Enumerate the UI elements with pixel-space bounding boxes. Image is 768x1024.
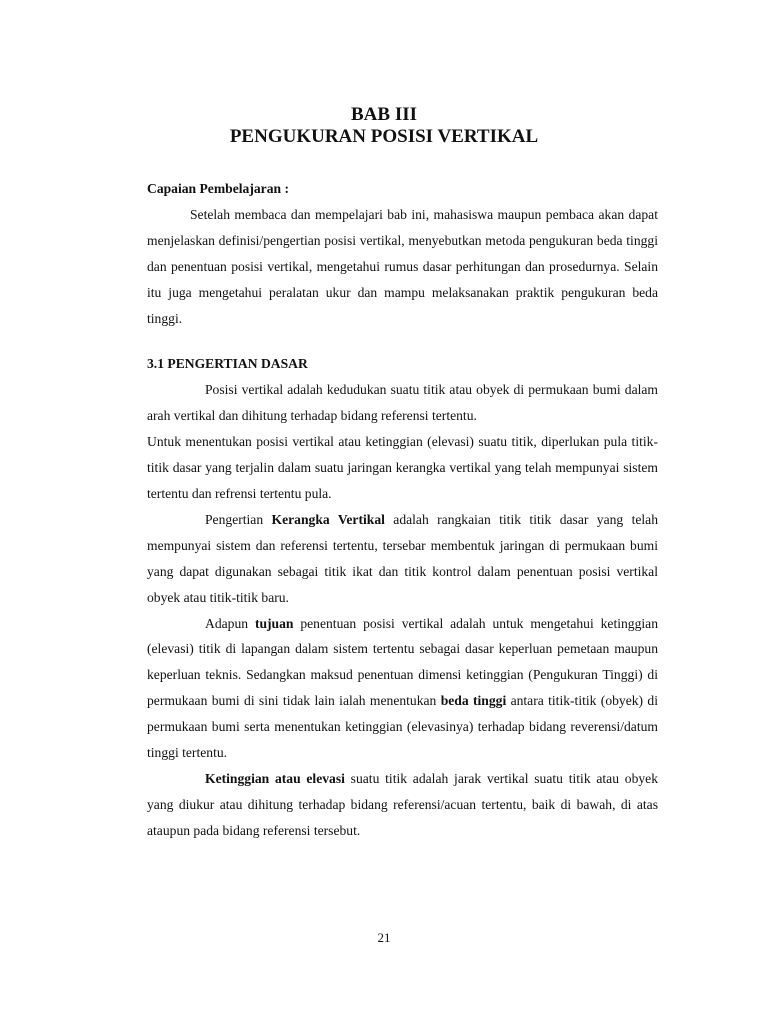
term-kerangka-vertikal: Kerangka Vertikal [271, 511, 385, 527]
paragraph-4-middle: penentuan posisi vertikal adalah untuk mengetahui ketinggian (elevasi) titik di lapangan dalam sistem tertentu sebagai dasar keperluan pemetaan maupun keperluan teknis. Sedangkan maksud penentuan dimensi ketinggian (Pengukuran Tinggi) di permukaan bumi di sini tidak lain ialah menentukan [147, 615, 659, 709]
paragraph-3 [147, 507, 658, 611]
paragraph-5-rest: suatu titik adalah jarak vertikal suatu titik atau obyek yang diukur atau dihitung terhadap bidang referensi/acuan tertentu, baik di bawah, di atas ataupun pada bidang referensi tersebut. [147, 770, 658, 838]
term-beda-tinggi: beda tinggi [440, 693, 507, 709]
paragraph-2: Untuk menentukan posisi vertikal atau ketinggian (elevasi) suatu titik, diperlukan pula titik-titik dasar yang terjalin dalam suatu jaringan kerangka vertikal yang telah mempunyai sistem tertentu dan refrensi tertentu pula. [147, 434, 658, 501]
page-body [147, 176, 658, 844]
paragraph-4-rest: antara titik-titik (obyek) di permukaan bumi serta menentukan ketinggian (elevasinya) terhadap bidang reverensi/datum tinggi tertentu. [147, 693, 658, 761]
paragraph-3-lead: Pengertian [205, 511, 272, 527]
spacer [147, 331, 658, 351]
section-heading: 3.1 PENGERTIAN DASAR [147, 356, 308, 372]
paragraph-3-rest: adalah rangkaian titik titik dasar yang telah mempunyai sistem dan referensi tertentu, tersebar membentuk jaringan di permukaan bumi yang dapat digunakan sebagai titik ikat dan titik kontrol dalam penentuan posisi vertikal obyek atau titik-titik baru. [147, 511, 659, 605]
paragraph-5 [147, 766, 658, 844]
term-ketinggian-elevasi: Ketinggian atau elevasi [205, 770, 345, 786]
paragraph-4 [147, 611, 658, 766]
page-number: 21 [377, 930, 391, 945]
learning-outcome-heading: Capaian Pembelajaran : [147, 181, 289, 196]
chapter-number: BAB III [351, 104, 417, 125]
learning-outcome-text: Setelah membaca dan mempelajari bab ini, mahasiswa maupun pembaca akan dapat menjelaskan definisi/pengertian posisi vertikal, menyebutkan metoda pengukuran beda tinggi dan penentuan posisi vertikal, mengetahui rumus dasar perhitungan dan prosedurnya. Selain itu juga mengetahui peralatan ukur dan mampu melaksanakan praktik pengukuran beda tinggi. [147, 206, 658, 326]
paragraph-4-lead: Adapun [205, 615, 255, 631]
paragraph-1: Posisi vertikal adalah kedudukan suatu titik atau obyek di permukaan bumi dalam arah vertikal dan dihitung terhadap bidang referensi tertentu. [147, 382, 658, 424]
chapter-title: PENGUKURAN POSISI VERTIKAL [229, 126, 539, 147]
term-tujuan: tujuan [254, 615, 294, 631]
